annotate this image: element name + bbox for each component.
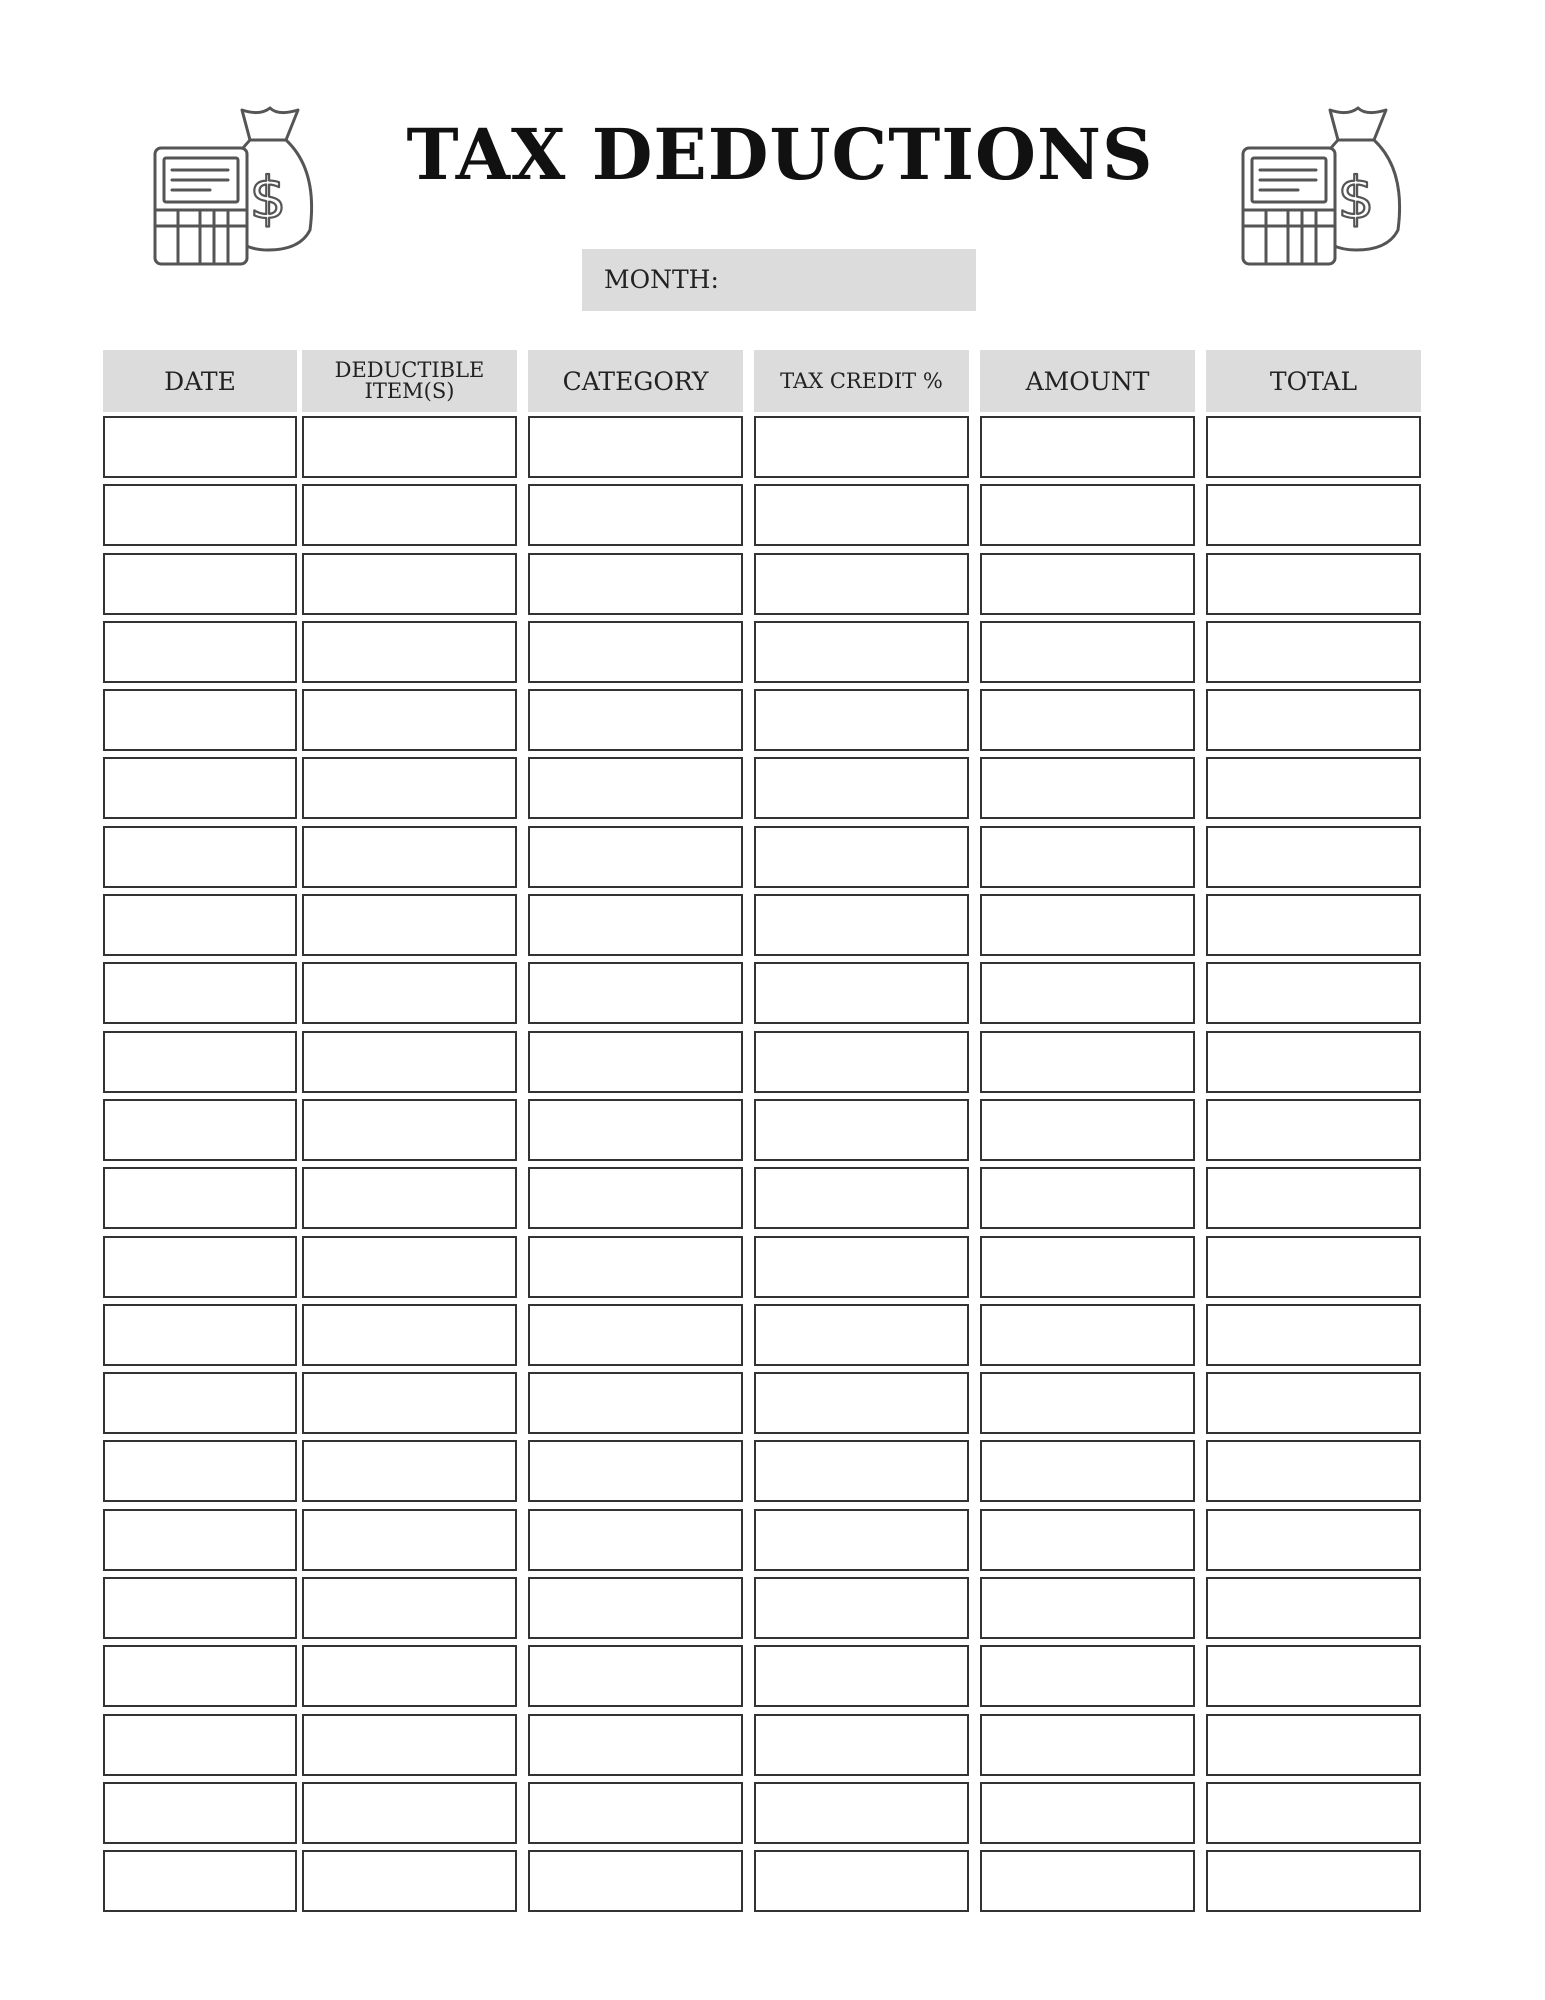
page-title: TAX DEDUCTIONS	[406, 113, 1154, 196]
cell-tax-credit[interactable]	[754, 1850, 969, 1912]
cell-category[interactable]	[528, 826, 743, 888]
cell-category[interactable]	[528, 1645, 743, 1707]
cell-deductible-items[interactable]	[302, 1714, 517, 1776]
cell-deductible-items[interactable]	[302, 1304, 517, 1366]
table-row	[103, 1234, 1433, 1302]
cell-date[interactable]	[103, 689, 297, 751]
cell-date[interactable]	[103, 757, 297, 819]
cell-category[interactable]	[528, 1304, 743, 1366]
table-body	[103, 414, 1433, 1917]
cell-category[interactable]	[528, 1509, 743, 1571]
cell-date[interactable]	[103, 1031, 297, 1093]
table-row	[103, 892, 1433, 960]
cell-tax-credit[interactable]	[754, 1031, 969, 1093]
deductions-table	[103, 350, 1433, 1917]
column-header-category: CATEGORY	[528, 350, 743, 412]
cell-total[interactable]	[1206, 553, 1421, 615]
cell-deductible-items[interactable]	[302, 826, 517, 888]
cell-total[interactable]	[1206, 416, 1421, 478]
cell-deductible-items[interactable]	[302, 484, 517, 546]
cell-category[interactable]	[528, 1577, 743, 1639]
cell-total[interactable]	[1206, 894, 1421, 956]
table-row	[103, 1507, 1433, 1575]
cell-amount[interactable]	[980, 1714, 1195, 1776]
column-header-total: TOTAL	[1206, 350, 1421, 412]
cell-category[interactable]	[528, 962, 743, 1024]
table-row	[103, 1370, 1433, 1438]
column-header-amount: AMOUNT	[980, 350, 1195, 412]
cell-deductible-items[interactable]	[302, 1236, 517, 1298]
table-row	[103, 824, 1433, 892]
cell-date[interactable]	[103, 1304, 297, 1366]
cell-tax-credit[interactable]	[754, 1577, 969, 1639]
cell-amount[interactable]	[980, 1304, 1195, 1366]
cell-total[interactable]	[1206, 1577, 1421, 1639]
table-row	[103, 1438, 1433, 1506]
table-row	[103, 960, 1433, 1028]
cell-date[interactable]	[103, 553, 297, 615]
table-row	[103, 687, 1433, 755]
cell-date[interactable]	[103, 1440, 297, 1502]
cell-date[interactable]	[103, 894, 297, 956]
cell-date[interactable]	[103, 962, 297, 1024]
cell-date[interactable]	[103, 1509, 297, 1571]
cell-deductible-items[interactable]	[302, 1440, 517, 1502]
cell-category[interactable]	[528, 621, 743, 683]
cell-amount[interactable]	[980, 416, 1195, 478]
cell-category[interactable]	[528, 553, 743, 615]
cell-deductible-items[interactable]	[302, 894, 517, 956]
cell-category[interactable]	[528, 416, 743, 478]
cell-category[interactable]	[528, 1850, 743, 1912]
table-row	[103, 1848, 1433, 1916]
cell-deductible-items[interactable]	[302, 1645, 517, 1707]
cell-category[interactable]	[528, 1440, 743, 1502]
cell-date[interactable]	[103, 1236, 297, 1298]
cell-amount[interactable]	[980, 1236, 1195, 1298]
table-row	[103, 1029, 1433, 1097]
cell-date[interactable]	[103, 1372, 297, 1434]
svg-text:$: $	[1337, 164, 1375, 232]
cell-amount[interactable]	[980, 1372, 1195, 1434]
cell-total[interactable]	[1206, 1167, 1421, 1229]
cell-category[interactable]	[528, 689, 743, 751]
cell-deductible-items[interactable]	[302, 1509, 517, 1571]
cell-amount[interactable]	[980, 621, 1195, 683]
table-row	[103, 755, 1433, 823]
cell-deductible-items[interactable]	[302, 1099, 517, 1161]
table-row	[103, 1643, 1433, 1711]
column-header-date: DATE	[103, 350, 297, 412]
cell-amount[interactable]	[980, 689, 1195, 751]
cell-deductible-items[interactable]	[302, 1372, 517, 1434]
table-row	[103, 1780, 1433, 1848]
cell-total[interactable]	[1206, 1782, 1421, 1844]
cell-tax-credit[interactable]	[754, 1509, 969, 1571]
cell-tax-credit[interactable]	[754, 689, 969, 751]
column-header-deductible-items: DEDUCTIBLE ITEM(S)	[302, 350, 517, 412]
cell-date[interactable]	[103, 1577, 297, 1639]
cell-category[interactable]	[528, 894, 743, 956]
cell-category[interactable]	[528, 1782, 743, 1844]
cell-total[interactable]	[1206, 1509, 1421, 1571]
cell-category[interactable]	[528, 757, 743, 819]
cell-total[interactable]	[1206, 757, 1421, 819]
cell-total[interactable]	[1206, 826, 1421, 888]
cell-tax-credit[interactable]	[754, 553, 969, 615]
column-header-tax-credit: TAX CREDIT %	[754, 350, 969, 412]
cell-tax-credit[interactable]	[754, 826, 969, 888]
cell-total[interactable]	[1206, 1372, 1421, 1434]
cell-deductible-items[interactable]	[302, 962, 517, 1024]
cell-amount[interactable]	[980, 1167, 1195, 1229]
cell-amount[interactable]	[980, 826, 1195, 888]
cell-deductible-items[interactable]	[302, 416, 517, 478]
cell-date[interactable]	[103, 484, 297, 546]
cell-tax-credit[interactable]	[754, 1236, 969, 1298]
cell-amount[interactable]	[980, 962, 1195, 1024]
cell-amount[interactable]	[980, 1645, 1195, 1707]
cell-date[interactable]	[103, 1714, 297, 1776]
table-row	[103, 414, 1433, 482]
svg-text:$: $	[249, 164, 287, 232]
cell-tax-credit[interactable]	[754, 416, 969, 478]
cell-total[interactable]	[1206, 1645, 1421, 1707]
cell-tax-credit[interactable]	[754, 1099, 969, 1161]
cell-deductible-items[interactable]	[302, 1850, 517, 1912]
cell-category[interactable]	[528, 1099, 743, 1161]
cell-deductible-items[interactable]	[302, 689, 517, 751]
cell-date[interactable]	[103, 1850, 297, 1912]
month-label: MONTH:	[604, 265, 719, 294]
cell-tax-credit[interactable]	[754, 621, 969, 683]
cell-total[interactable]	[1206, 1099, 1421, 1161]
table-row	[103, 482, 1433, 550]
table-row	[103, 619, 1433, 687]
cell-deductible-items[interactable]	[302, 1031, 517, 1093]
cell-amount[interactable]	[980, 484, 1195, 546]
cell-category[interactable]	[528, 1031, 743, 1093]
month-field[interactable]	[582, 249, 976, 311]
cell-category[interactable]	[528, 1236, 743, 1298]
cell-total[interactable]	[1206, 484, 1421, 546]
cell-tax-credit[interactable]	[754, 757, 969, 819]
cell-tax-credit[interactable]	[754, 484, 969, 546]
cell-tax-credit[interactable]	[754, 894, 969, 956]
cell-category[interactable]	[528, 1372, 743, 1434]
calculator-money-bag-icon	[1238, 100, 1408, 270]
cell-tax-credit[interactable]	[754, 1645, 969, 1707]
cell-total[interactable]	[1206, 1714, 1421, 1776]
cell-date[interactable]	[103, 416, 297, 478]
cell-total[interactable]	[1206, 1236, 1421, 1298]
cell-deductible-items[interactable]	[302, 553, 517, 615]
cell-total[interactable]	[1206, 689, 1421, 751]
cell-tax-credit[interactable]	[754, 1440, 969, 1502]
table-row	[103, 551, 1433, 619]
cell-total[interactable]	[1206, 1440, 1421, 1502]
cell-amount[interactable]	[980, 1440, 1195, 1502]
cell-category[interactable]	[528, 1714, 743, 1776]
cell-date[interactable]	[103, 1167, 297, 1229]
cell-total[interactable]	[1206, 1031, 1421, 1093]
cell-deductible-items[interactable]	[302, 1782, 517, 1844]
cell-amount[interactable]	[980, 1850, 1195, 1912]
cell-tax-credit[interactable]	[754, 1304, 969, 1366]
cell-date[interactable]	[103, 1782, 297, 1844]
cell-tax-credit[interactable]	[754, 1782, 969, 1844]
cell-date[interactable]	[103, 826, 297, 888]
cell-amount[interactable]	[980, 1577, 1195, 1639]
table-header	[103, 350, 1433, 412]
cell-deductible-items[interactable]	[302, 757, 517, 819]
cell-category[interactable]	[528, 484, 743, 546]
cell-date[interactable]	[103, 621, 297, 683]
table-row	[103, 1165, 1433, 1233]
table-row	[103, 1712, 1433, 1780]
table-row	[103, 1097, 1433, 1165]
cell-amount[interactable]	[980, 757, 1195, 819]
cell-total[interactable]	[1206, 1850, 1421, 1912]
cell-total[interactable]	[1206, 621, 1421, 683]
cell-tax-credit[interactable]	[754, 1714, 969, 1776]
cell-amount[interactable]	[980, 1509, 1195, 1571]
calculator-money-bag-icon	[150, 100, 320, 270]
cell-deductible-items[interactable]	[302, 1167, 517, 1229]
cell-total[interactable]	[1206, 1304, 1421, 1366]
table-row	[103, 1302, 1433, 1370]
cell-amount[interactable]	[980, 894, 1195, 956]
cell-tax-credit[interactable]	[754, 962, 969, 1024]
cell-amount[interactable]	[980, 1782, 1195, 1844]
cell-amount[interactable]	[980, 1031, 1195, 1093]
cell-deductible-items[interactable]	[302, 1577, 517, 1639]
cell-date[interactable]	[103, 1645, 297, 1707]
cell-total[interactable]	[1206, 962, 1421, 1024]
cell-date[interactable]	[103, 1099, 297, 1161]
cell-category[interactable]	[528, 1167, 743, 1229]
cell-amount[interactable]	[980, 1099, 1195, 1161]
table-row	[103, 1575, 1433, 1643]
cell-tax-credit[interactable]	[754, 1167, 969, 1229]
cell-deductible-items[interactable]	[302, 621, 517, 683]
cell-amount[interactable]	[980, 553, 1195, 615]
cell-tax-credit[interactable]	[754, 1372, 969, 1434]
